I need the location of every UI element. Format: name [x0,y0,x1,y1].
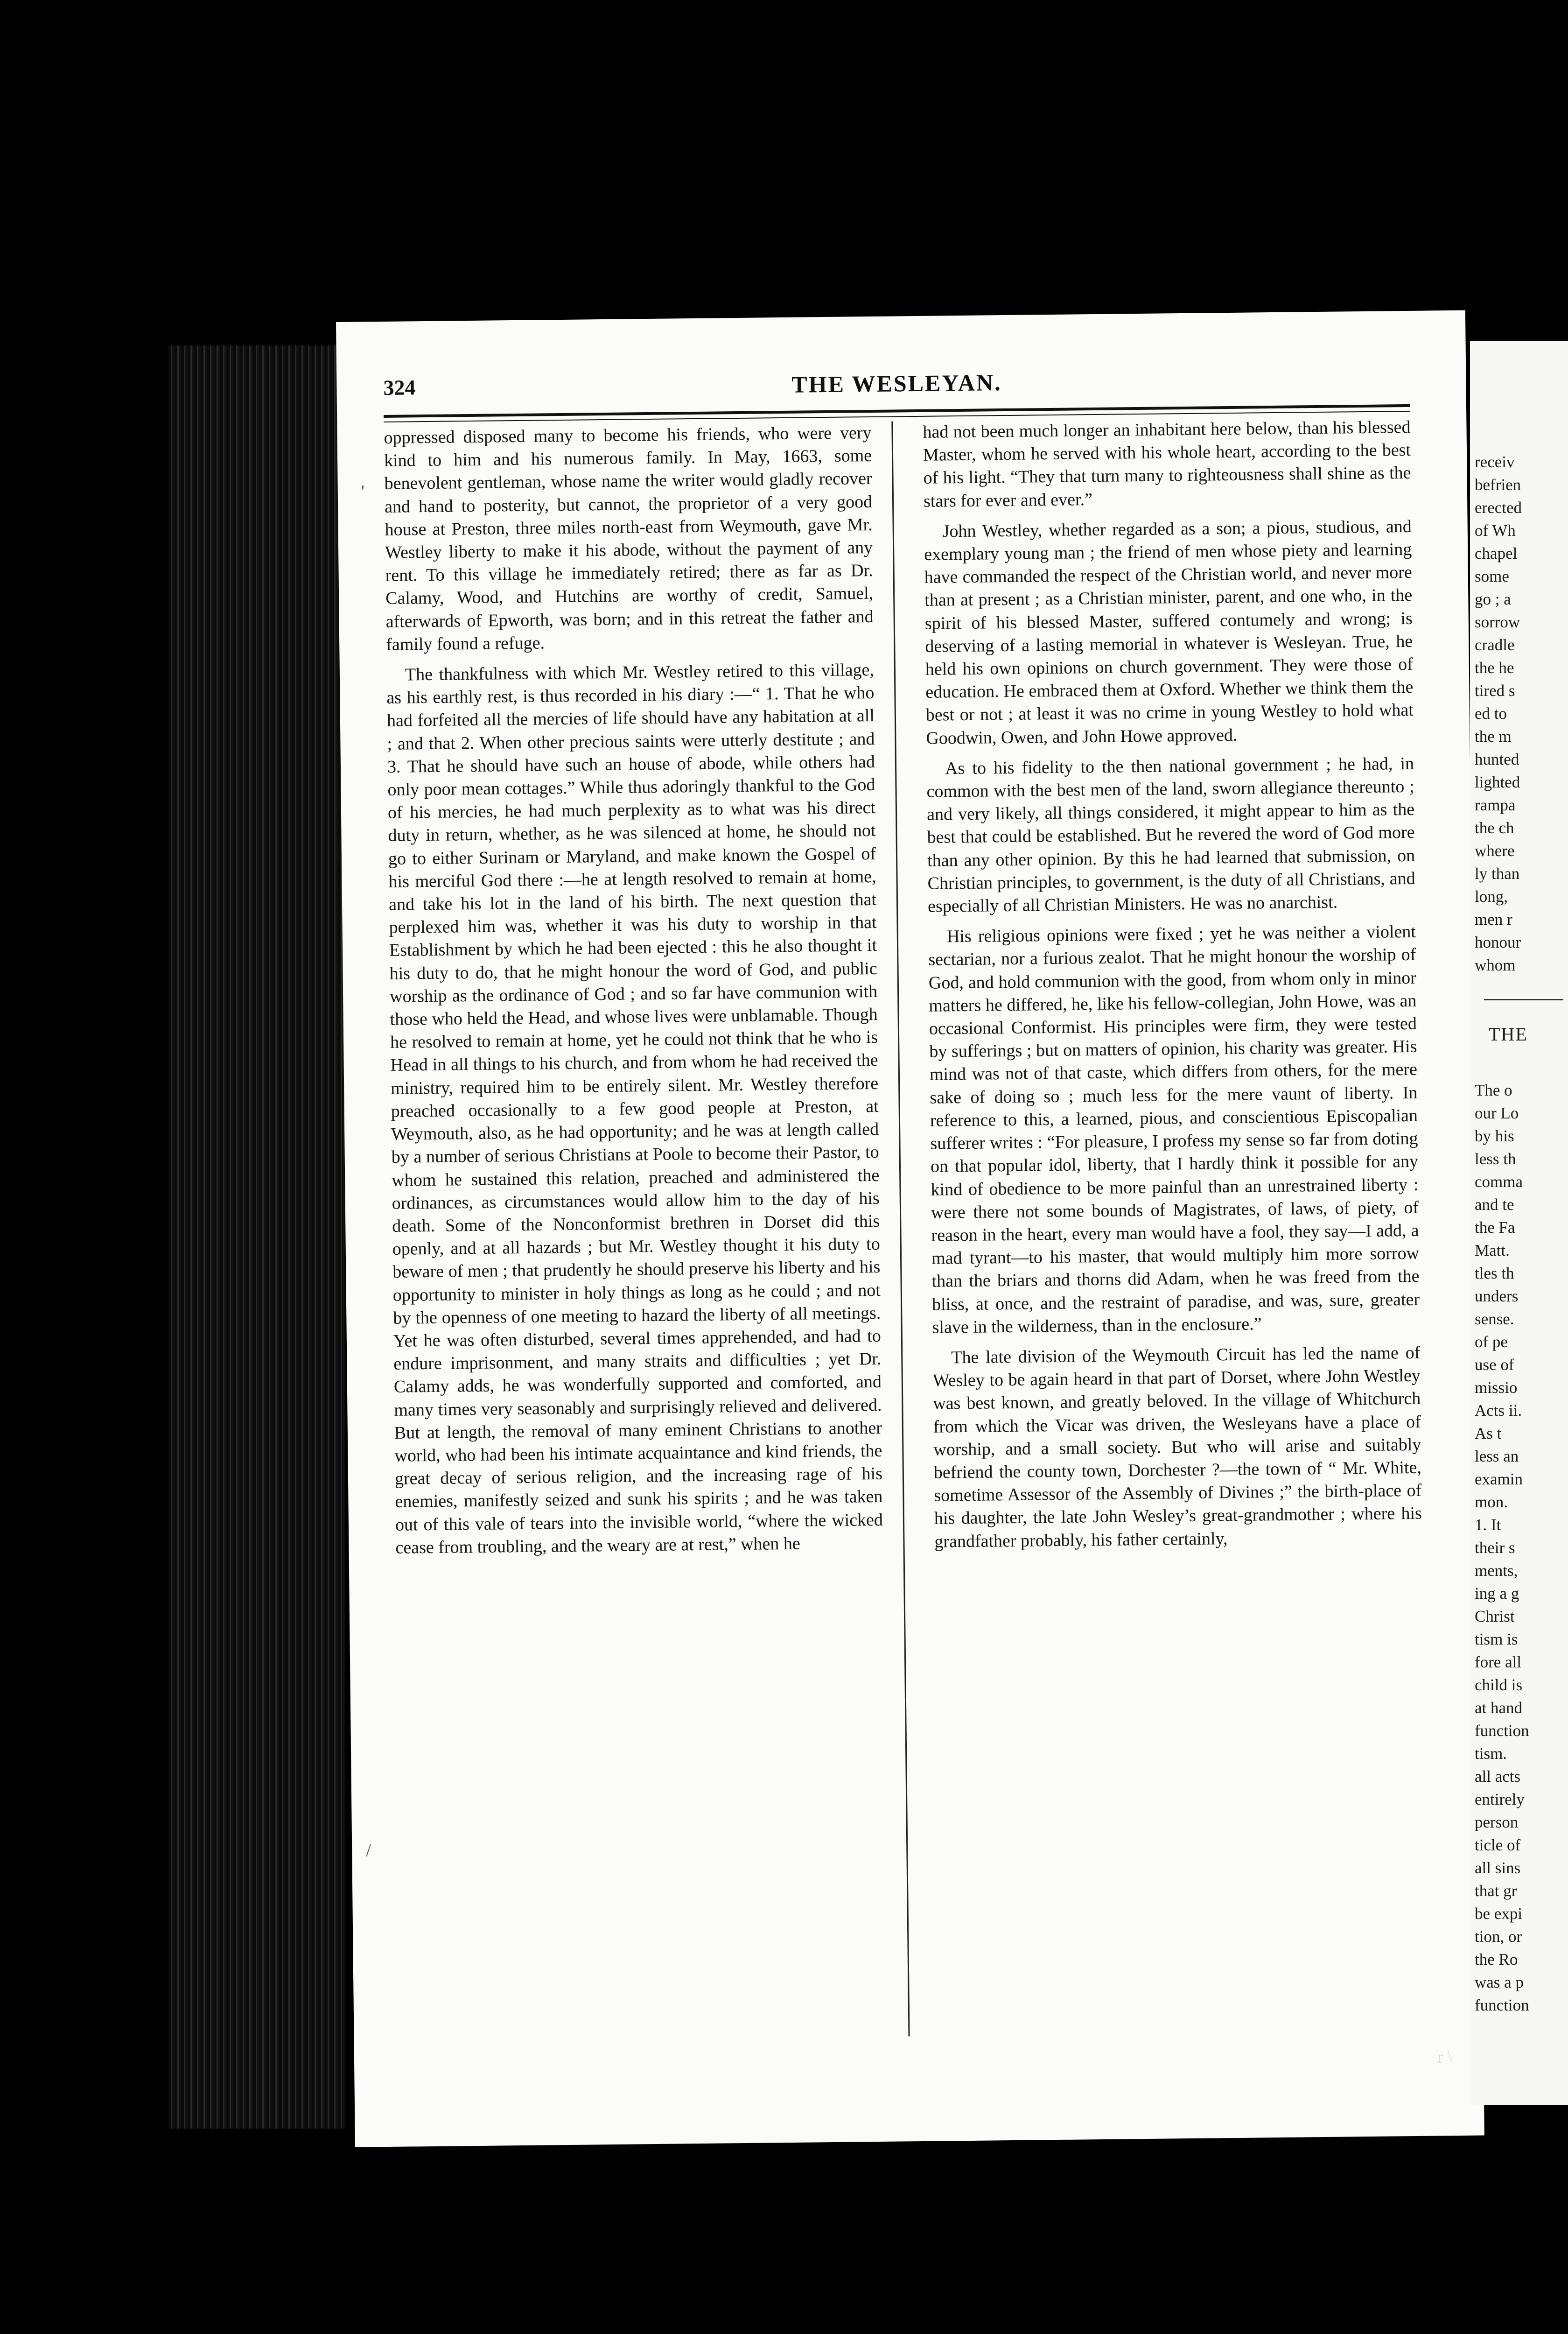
facing-line: by his [1475,1127,1514,1145]
facing-line: tion, or [1475,1927,1522,1946]
facing-line: go ; a [1475,590,1511,608]
paragraph: The late division of the Weymouth Circuit has led the name of Wesley to be again heard in that part of Dorset, where John Westley was best known, and greatly beloved. In the village of Whitchurch from which the Vicar was driven, the Wesleyans have a place of worship, and a small society. But who will arise and suitably befriend the county town, Dorchester ?—the town of “ Mr. White, sometime Assessor of the Assembly of Divines ;” the birth-place of his daughter, the late John Wesley’s great-grandmother ; where his grandfather probably, his father certainly, [932,1343,1422,1552]
facing-rule [1484,999,1563,1000]
facing-line: ly than [1475,865,1520,883]
book-gutter [168,345,345,2129]
facing-line: unders [1475,1287,1519,1305]
facing-line: men r [1475,910,1512,928]
facing-line: Acts ii. [1475,1401,1522,1420]
facing-line: the he [1475,659,1514,677]
facing-line: entirely [1475,1790,1525,1808]
facing-line: examin [1475,1470,1523,1488]
facing-line: honour [1475,933,1521,951]
facing-line: all sins [1475,1859,1521,1877]
facing-line: was a p [1475,1973,1524,1991]
facing-gap [1470,1051,1568,1079]
facing-line: ments, [1475,1561,1518,1580]
facing-line: As t [1475,1424,1502,1442]
right-column [923,416,1422,1561]
facing-line: 1. It [1475,1516,1501,1534]
facing-line: the Fa [1475,1218,1515,1237]
facing-line: rampa [1475,796,1516,814]
facing-line: and te [1475,1195,1514,1214]
facing-page [1470,341,1568,2105]
facing-line: their s [1475,1539,1515,1557]
facing-line: sense. [1475,1310,1514,1328]
facing-line: cradle [1475,636,1515,654]
paragraph: The thankfulness with which Mr. Westley retired to this village, as his earthly rest, is thus recorded in his diary :—“ 1. That he who had forfeited all the mercies of life should have any habitation at all ; and that 2. When other precious saints were utterly destitute ; and 3. That he should have such an house of abode, while others had only poor mean cottages.” While thus adoringly thankful to the God of his mercies, he had much perplexity as to what was his direct duty in return, whether, as he was silenced at home, he should not go to either Surinam or Maryland, and make known the Gospel of his merciful God there :—he at length resolved to remain at home, and take his lot in the land of his birth. The next question that perplexed him was, whether it was his duty to worship in that Establishment by which he had been ejected : this he also thought it his duty to do, that he might honour the word of God, and public worship as the ordinance of God ; and so far have communion with those who held the Head, and whose lives were unblamable. Though he resolved to remain at home, yet he could not think that he who is Head in all things to his church, and from whom he had received the ministry, required him to be entirely silent. Mr. Westley therefore preached occasionally to a few good people at Preston, at Weymouth, also, as he had opportunity; and he was at length called by a number of serious Christians at Poole to become their Pastor, to whom he sustained this relation, preached and administered the ordinances, as circumstances would allow him to the day of his death. Some of the Nonconformist brethren in Dorset did this openly, and at all hazards ; but Mr. Westley thought it his duty to beware of men ; that prudently he should preserve his liberty and his opportunity to minister in holy things as long as he could ; and not by the openness of one meeting to hazard the liberty of all meetings. Yet he was often disturbed, several times apprehended, and had to endure imprisonment, and many straits and difficulties ; yet Dr. Calamy adds, he was wonderfully supported and comforted, and many times very seasonably and surprisingly relieved and delivered. But at length, the removal of many eminent Christians to another world, who had been his intimate acquaintance and kind friends, the great decay of serious religion, and the increasing rage of his enemies, manifestly seized and sunk his spirits ; and he was taken out of this vale of tears into the invisible world, “where the wicked cease from troubling, and the weary are at rest,” when he [386,660,883,1558]
facing-line: befrien [1475,476,1521,494]
facing-line: sorrow [1475,613,1520,631]
facing-line: of Wh [1475,521,1516,540]
facing-line: ed to [1475,704,1507,723]
facing-line: lighted [1475,773,1520,791]
facing-line: function [1475,1996,1529,2014]
margin-mark: ' [361,481,365,502]
facing-line: erected [1475,499,1522,517]
page-number: 324 [383,375,416,400]
facing-line: tles th [1475,1264,1514,1282]
facing-line: the m [1475,727,1512,745]
paragraph: John Westley, whether regarded as a son; a pious, studious, and exemplary young man ; the friend of men whose piety and learning have commanded the respect of the Christian world, and never more than at present ; as a Christian minister, parent, and one who, in the spirit of his blessed Master, suffered contumely and wrong; is deserving of a lasting memorial in whatever is Wesleyan. True, he held his own opinions on church government. They were those of education. He embraced them at Oxford. Whether we think them the best or not ; at least it was no crime in young Westley to hold what Goodwin, Owen, and John Howe approved. [924,516,1414,748]
facing-line: the ch [1475,819,1514,837]
facing-line: that gr [1475,1882,1517,1900]
facing-line: missio [1475,1378,1518,1397]
stray-mark: r \ [1437,2047,1453,2067]
facing-line: at hand [1475,1699,1523,1717]
facing-line: whom [1475,956,1516,974]
facing-line: our Lo [1475,1104,1519,1122]
book-page [336,310,1484,2147]
facing-line: function [1475,1722,1529,1740]
running-title: THE WESLEYAN. [791,369,1002,398]
paragraph: had not been much longer an inhabitant here below, than his blessed Master, whom he served with his whole heart, according to the best of his light. “They that turn many to righteousness shall shine as the stars for ever and ever.” [923,417,1411,511]
facing-line: child is [1475,1676,1523,1694]
paragraph: His religious opinions were fixed ; yet he was neither a violent sectarian, nor a furious zealot. That he might honour the worship of God, and hold communion with the good, from whom only in minor matters he differed, he, like his fellow-collegian, John Howe, was an occasional Conformist. His principles were firm, they were tested by sufferings ; but on matters of opinion, his charity was greater. His mind was not of that caste, which differs from others, for the mere sake of doing so ; much less for the mere vaunt of liberty. In reference to this, a learned, pious, and conscientious Episcopalian sufferer writes : “For pleasure, I profess my sense so far from doting on that popular idol, liberty, that I hardly think it possible for any kind of obedience to be more painful than an unrestrained liberty : were there not some bounds of Magistrates, of laws, of piety, of reason in the heart, every man would have a fool, they say—I add, a mad tyrant—to his master, that would multiply him more sorrow than the briars and thorns did Adam, when he was freed from the bliss, at once, and the restraint of paradise, and was, sure, greater slave in the wilderness, than in the enclosure.” [928,922,1420,1337]
facing-heading: THE [1489,1024,1528,1045]
facing-line: mon. [1475,1493,1508,1511]
facing-line: ing a g [1475,1584,1519,1603]
facing-line: use of [1475,1356,1514,1374]
margin-mark: / [366,1839,371,1861]
facing-line: some [1475,567,1509,585]
facing-line: ticle of [1475,1836,1521,1854]
facing-line: tism. [1475,1744,1507,1763]
facing-line: less th [1475,1150,1516,1168]
facing-line: be expi [1475,1905,1523,1923]
facing-line: long, [1475,887,1508,906]
facing-line: The o [1475,1081,1512,1099]
facing-line: of pe [1475,1333,1508,1351]
facing-line: Christ [1475,1607,1515,1625]
facing-line: comma [1475,1173,1523,1191]
facing-line: tired s [1475,682,1515,700]
left-column [384,422,883,1567]
facing-line: tism is [1475,1630,1518,1648]
column-divider [891,422,910,2037]
facing-line: person [1475,1813,1519,1831]
facing-line: all acts [1475,1767,1521,1786]
facing-page-text [1470,450,1568,2017]
facing-line: fore all [1475,1653,1522,1671]
facing-line: hunted [1475,750,1519,768]
facing-line: where [1475,842,1515,860]
paragraph: oppressed disposed many to become his friends, who were very kind to him and his numerous family. In May, 1663, some benevolent gentleman, whose name the writer would gladly recover and hand to posterity, but cannot, the proprietor of a very good house at Preston, three miles north-east from Weymouth, gave Mr. Westley liberty to make it his abode, without the payment of any rent. To this village he immediately retired; there as far as Dr. Calamy, Wood, and Hutchins are worthy of credit, Samuel, afterwards of Epworth, was born; and in this retreat the father and family found a refuge. [384,422,874,654]
paragraph: As to his fidelity to the then national government ; he had, in common with the best men of the land, sworn allegiance thereunto ; and very likely, all things considered, it might appear to him as the best that could be established. But he revered the word of God more than any other opinion. By this he had learned that submission, on Christian principles, to government, is the duty of all Christians, and especially of all Christian Ministers. He was no anarchist. [926,753,1415,916]
facing-line: chapel [1475,544,1518,562]
facing-line: receiv [1475,453,1515,471]
facing-line: Matt. [1475,1241,1510,1259]
facing-line: the Ro [1475,1950,1518,1968]
facing-line: less an [1475,1447,1519,1465]
